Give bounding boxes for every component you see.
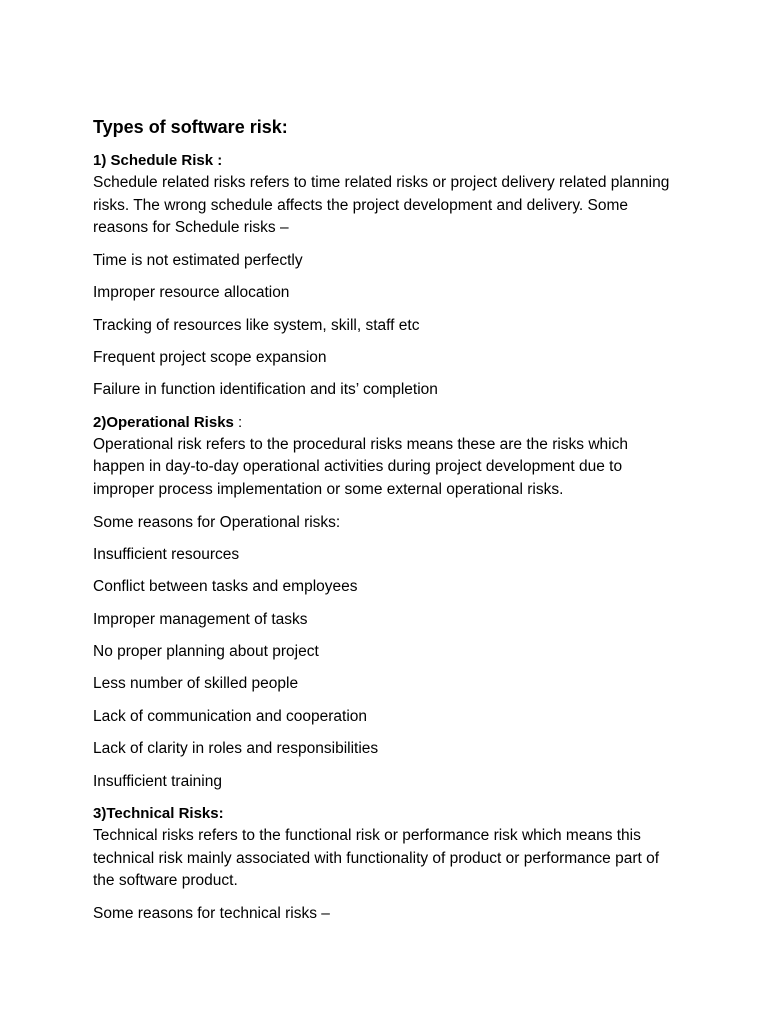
section-heading (93, 412, 676, 434)
list-item: Insufficient resources (93, 545, 240, 563)
list-item: Insufficient training (93, 772, 222, 790)
section-heading: 1) Schedule Risk : (93, 152, 223, 169)
section-intro: Some reasons for Operational risks: (93, 513, 341, 531)
list-item: Improper resource allocation (93, 284, 290, 302)
section-schedule-risk (93, 150, 676, 401)
section-paragraph: Technical risks refers to the functional risk or performance risk which means this technical risk mainly associated with functionality of product or performance part of the software product. (93, 827, 660, 890)
list-item: No proper planning about project (93, 643, 319, 661)
list-item: Time is not estimated perfectly (93, 251, 303, 269)
list-item: Tracking of resources like system, skill, staff etc (93, 316, 420, 334)
list-item: Failure in function identification and its’ completion (93, 381, 438, 399)
list-item: Frequent project scope expansion (93, 348, 327, 366)
list-item: Lack of communication and cooperation (93, 707, 367, 725)
section-paragraph: Operational risk refers to the procedural risks means these are the risks which happen in day-to-day operational activities during project development due to improper process implementation or some external operational risks. (93, 435, 628, 498)
section-heading: 3)Technical Risks: (93, 805, 224, 823)
section-operational-risks (93, 412, 676, 793)
section-paragraph: Schedule related risks refers to time related risks or project delivery related planning risks. The wrong schedule affects the project development and delivery. Some reasons for Schedule risks – (93, 174, 670, 237)
list-item: Less number of skilled people (93, 675, 299, 693)
section-heading-text: 2)Operational Risks (93, 413, 234, 431)
section-intro: Some reasons for technical risks – (93, 904, 330, 922)
list-item: Conflict between tasks and employees (93, 578, 358, 596)
section-technical-risks (93, 803, 676, 925)
section-heading-suffix: : (233, 413, 243, 431)
list-item: Improper management of tasks (93, 610, 308, 628)
document-title: Types of software risk: (93, 117, 288, 137)
list-item: Lack of clarity in roles and responsibilities (93, 740, 379, 758)
